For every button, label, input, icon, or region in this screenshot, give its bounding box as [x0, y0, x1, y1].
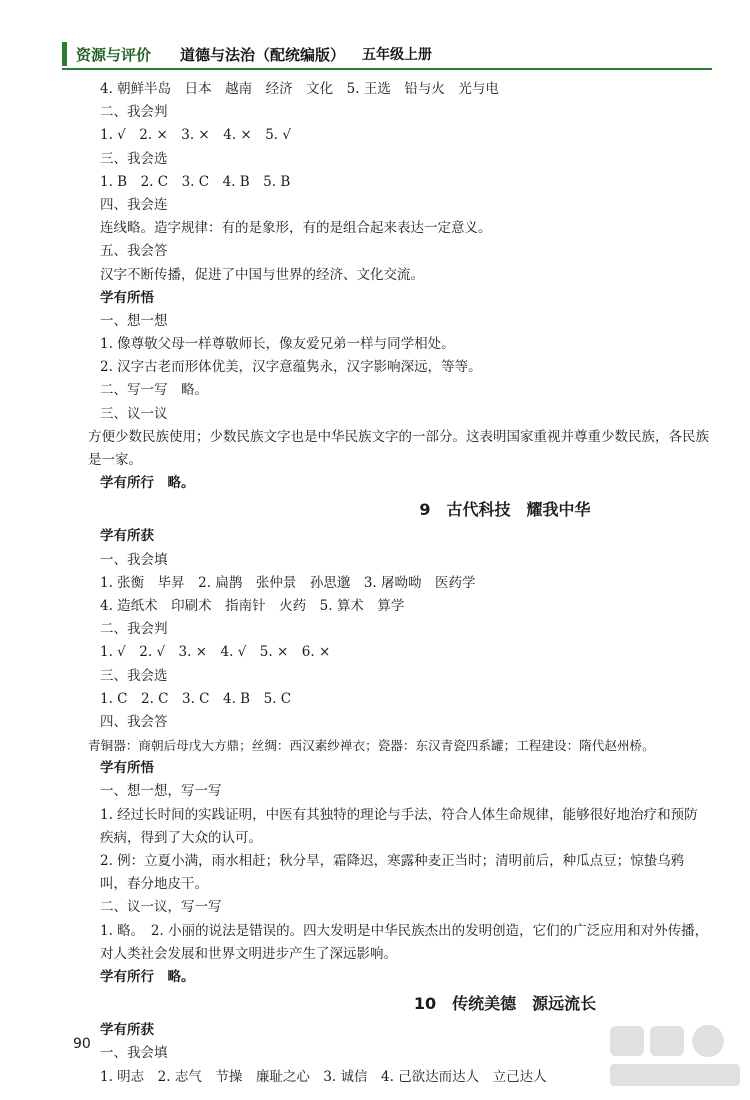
- section-heading: 三、议一议: [100, 405, 168, 422]
- chapter-title: 10 传统美德 源远流长: [413, 994, 597, 1014]
- part-heading: 学有所行 略。: [100, 969, 195, 986]
- header-book-title: 资源与评价: [76, 46, 152, 64]
- page-header: [62, 38, 712, 70]
- section-heading: 三、我会选: [100, 150, 168, 167]
- answer-line: 1. √ 2. √ 3. × 4. √ 5. × 6. ×: [100, 644, 331, 661]
- section-heading: 二、议一议，写一写: [100, 899, 222, 916]
- answer-line: 1. 像尊敬父母一样尊敬师长，像友爱兄弟一样与同学相处。: [100, 336, 455, 353]
- part-heading: 学有所悟: [100, 289, 154, 306]
- answer-content: [88, 78, 710, 1089]
- answer-line: 青铜器：商朝后母戊大方鼎；丝绸：西汉素纱禅衣；瓷器：东汉青瓷四系罐；工程建设：隋代赵州桥。: [88, 738, 655, 754]
- section-heading: 二、我会判: [100, 621, 168, 638]
- answer-line: 1. B 2. C 3. C 4. B 5. B: [100, 173, 291, 190]
- section-heading: 四、我会连: [100, 196, 168, 213]
- answer-line: 4. 朝鲜半岛 日本 越南 经济 文化 5. 王选 铅与火 光与电: [100, 81, 499, 97]
- section-heading: 一、想一想，写一写: [100, 783, 222, 800]
- answer-line: 汉字不断传播，促进了中国与世界的经济、文化交流。: [100, 266, 424, 283]
- part-heading: 学有所获: [100, 1022, 154, 1039]
- answer-line: 1. C 2. C 3. C 4. B 5. C: [100, 690, 292, 707]
- answer-paragraph: 1. 经过长时间的实践证明，中医有其独特的理论与手法，符合人体生命规律，能够很好地治疗和预防疾病，得到了大众的认可。: [100, 806, 698, 846]
- section-heading: 三、我会选: [100, 667, 168, 684]
- answer-line: 4. 造纸术 印刷术 指南针 火药 5. 算术 算学: [100, 597, 405, 614]
- answer-paragraph: 方便少数民族使用；少数民族文字也是中华民族文字的一部分。这表明国家重视并尊重少数民族，各民族是一家。: [88, 428, 709, 469]
- section-heading: 二、我会判: [100, 104, 168, 121]
- answer-line: 1. √ 2. × 3. × 4. × 5. √: [100, 127, 291, 144]
- section-heading: 一、想一想: [100, 312, 168, 329]
- answer-paragraph: 2. 例：立夏小满，雨水相赶；秋分旱，霜降迟，寒露种麦正当时；清明前后，种瓜点豆；惊蛰乌鸦叫，春分地皮干。: [100, 853, 685, 893]
- header-rule: [62, 68, 712, 70]
- part-heading: 学有所获: [100, 528, 154, 545]
- answer-line: 2. 汉字古老而形体优美，汉字意蕴隽永，汉字影响深远，等等。: [100, 359, 482, 376]
- section-heading: 一、我会填: [100, 1045, 168, 1062]
- chapter-title: 9 古代科技 耀我中华: [419, 500, 591, 520]
- section-heading: 二、写一写 略。: [100, 382, 208, 399]
- answer-paragraph: 1. 略。 2. 小丽的说法是错误的。四大发明是中华民族杰出的发明创造，它们的广泛应用和对外传播，对人类社会发展和世界文明进步产生了深远影响。: [100, 922, 709, 962]
- section-heading: 四、我会答: [100, 713, 168, 730]
- part-heading: 学有所悟: [100, 760, 154, 777]
- answer-line: 连线略。造字规律：有的是象形，有的是组合起来表达一定意义。: [100, 220, 492, 237]
- answer-line: 1. 张衡 毕昇 2. 扁鹊 张仲景 孙思邈 3. 屠呦呦 医药学: [100, 574, 476, 591]
- page-number: 90: [73, 1036, 91, 1052]
- header-accent-bar: [62, 42, 67, 66]
- answer-line: 1. 明志 2. 志气 节操 廉耻之心 3. 诚信 4. 己欲达而达人 立己达人: [100, 1068, 547, 1085]
- header-grade: 五年级上册: [362, 47, 432, 63]
- part-heading: 学有所行 略。: [100, 475, 195, 492]
- header-subject: 道德与法治（配统编版）: [180, 46, 346, 64]
- section-heading: 五、我会答: [100, 243, 168, 260]
- watermark-logo: [600, 1020, 750, 1096]
- section-heading: 一、我会填: [100, 551, 168, 568]
